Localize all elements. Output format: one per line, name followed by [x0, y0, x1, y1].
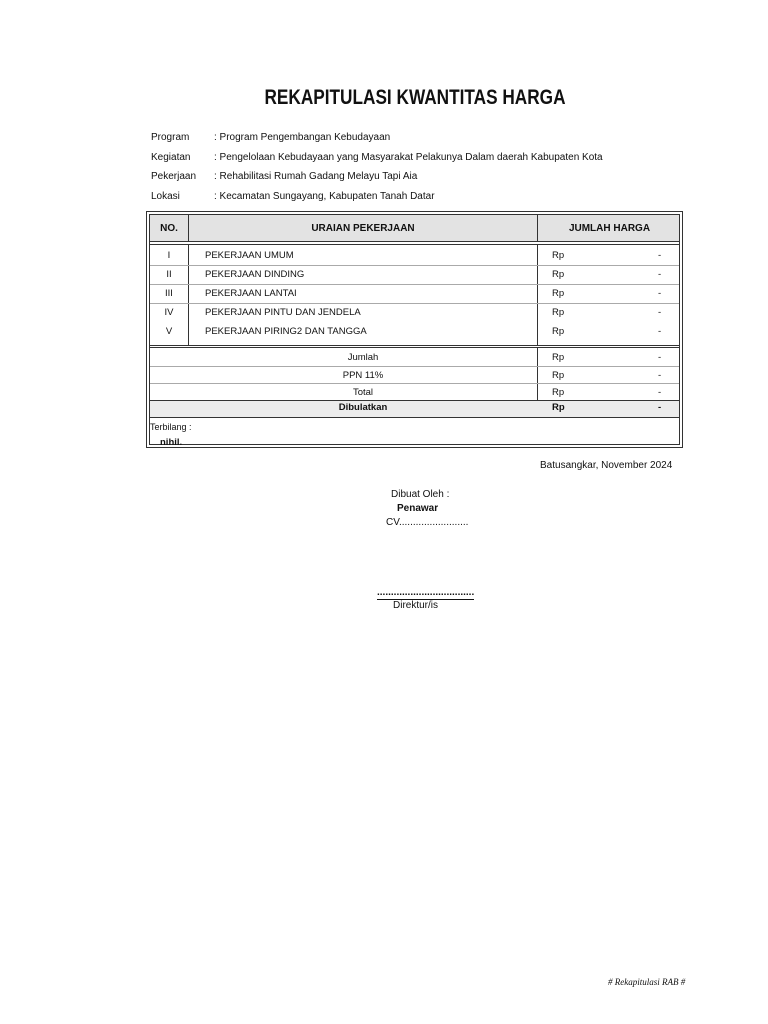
header-no: NO. — [150, 215, 189, 241]
signature-name-line: ................................... — [377, 587, 475, 598]
signatory-position: Direktur/is — [393, 600, 439, 611]
terbilang-label: Terbilang : — [150, 422, 192, 432]
info-row-lokasi — [151, 187, 603, 207]
row-currency: Rp — [552, 250, 565, 261]
table-header — [150, 215, 679, 242]
row-currency: Rp — [552, 288, 565, 299]
info-label: Program — [151, 132, 190, 144]
table-row — [150, 304, 679, 322]
header-divider — [150, 244, 679, 245]
row-no: I — [167, 250, 171, 261]
table-row — [150, 323, 679, 341]
row-currency: Rp — [552, 326, 565, 337]
summary-label: PPN 11% — [342, 370, 384, 381]
summary-label: Total — [352, 387, 374, 398]
info-label: Pekerjaan — [151, 171, 197, 183]
row-value: - — [658, 269, 662, 280]
row-no: III — [165, 288, 173, 299]
row-description: PEKERJAAN PINTU DAN JENDELA — [205, 307, 361, 318]
summary-value: - — [658, 352, 662, 363]
header-description: URAIAN PEKERJAAN — [189, 215, 538, 241]
info-value: : Kecamatan Sungayang, Kabupaten Tanah Datar — [214, 190, 435, 202]
info-label: Lokasi — [151, 190, 180, 202]
row-description: PEKERJAAN DINDING — [205, 269, 305, 280]
summary-row-rounded — [150, 401, 679, 417]
recap-table — [146, 211, 683, 448]
info-value: : Rehabilitasi Rumah Gadang Melayu Tapi Aia — [214, 171, 418, 183]
row-value: - — [658, 307, 662, 318]
table-row — [150, 266, 679, 284]
row-description: PEKERJAAN LANTAI — [205, 288, 297, 299]
summary-row — [150, 349, 679, 367]
page-footer: # Rekapitulasi RAB # — [608, 977, 686, 987]
row-currency: Rp — [552, 307, 565, 318]
summary-divider-double — [150, 347, 679, 348]
company-name: CV......................... — [386, 517, 469, 528]
row-no: II — [166, 269, 172, 280]
summary-currency: Rp — [552, 402, 565, 413]
summary-currency: Rp — [552, 352, 565, 363]
table-row — [150, 247, 679, 265]
summary-label: Jumlah — [347, 352, 379, 363]
info-row-pekerjaan — [151, 167, 603, 187]
row-no: IV — [164, 307, 174, 318]
project-info — [151, 128, 603, 206]
summary-divider — [150, 345, 679, 346]
terbilang-divider — [150, 417, 679, 418]
info-row-kegiatan — [151, 148, 603, 168]
row-currency: Rp — [552, 269, 565, 280]
table-row — [150, 285, 679, 303]
info-row-program — [151, 128, 603, 148]
place-date: Batusangkar, November 2024 — [540, 460, 673, 471]
made-by-label: Dibuat Oleh : — [391, 489, 450, 500]
summary-value: - — [658, 402, 662, 413]
recap-table-inner — [149, 214, 680, 448]
row-description: PEKERJAAN UMUM — [205, 250, 294, 261]
row-value: - — [658, 326, 662, 337]
terbilang-value: nihil. — [160, 437, 183, 448]
bidder-role: Penawar — [397, 503, 439, 514]
info-label: Kegiatan — [151, 151, 191, 163]
summary-value: - — [658, 387, 662, 398]
row-value: - — [658, 250, 662, 261]
summary-currency: Rp — [552, 387, 565, 398]
summary-value: - — [658, 370, 662, 381]
summary-currency: Rp — [552, 370, 565, 381]
info-value: : Program Pengembangan Kebudayaan — [214, 132, 391, 144]
document-title: REKAPITULASI KWANTITAS HARGA — [264, 86, 566, 109]
row-no: V — [165, 326, 173, 337]
row-value: - — [658, 288, 662, 299]
header-price: JUMLAH HARGA — [568, 222, 651, 234]
summary-label: Dibulatkan — [338, 402, 388, 413]
info-value: : Pengelolaan Kebudayaan yang Masyarakat Pelakunya Dalam daerah Kabupaten Kota — [214, 151, 603, 163]
row-description: PEKERJAAN PIRING2 DAN TANGGA — [205, 326, 367, 337]
